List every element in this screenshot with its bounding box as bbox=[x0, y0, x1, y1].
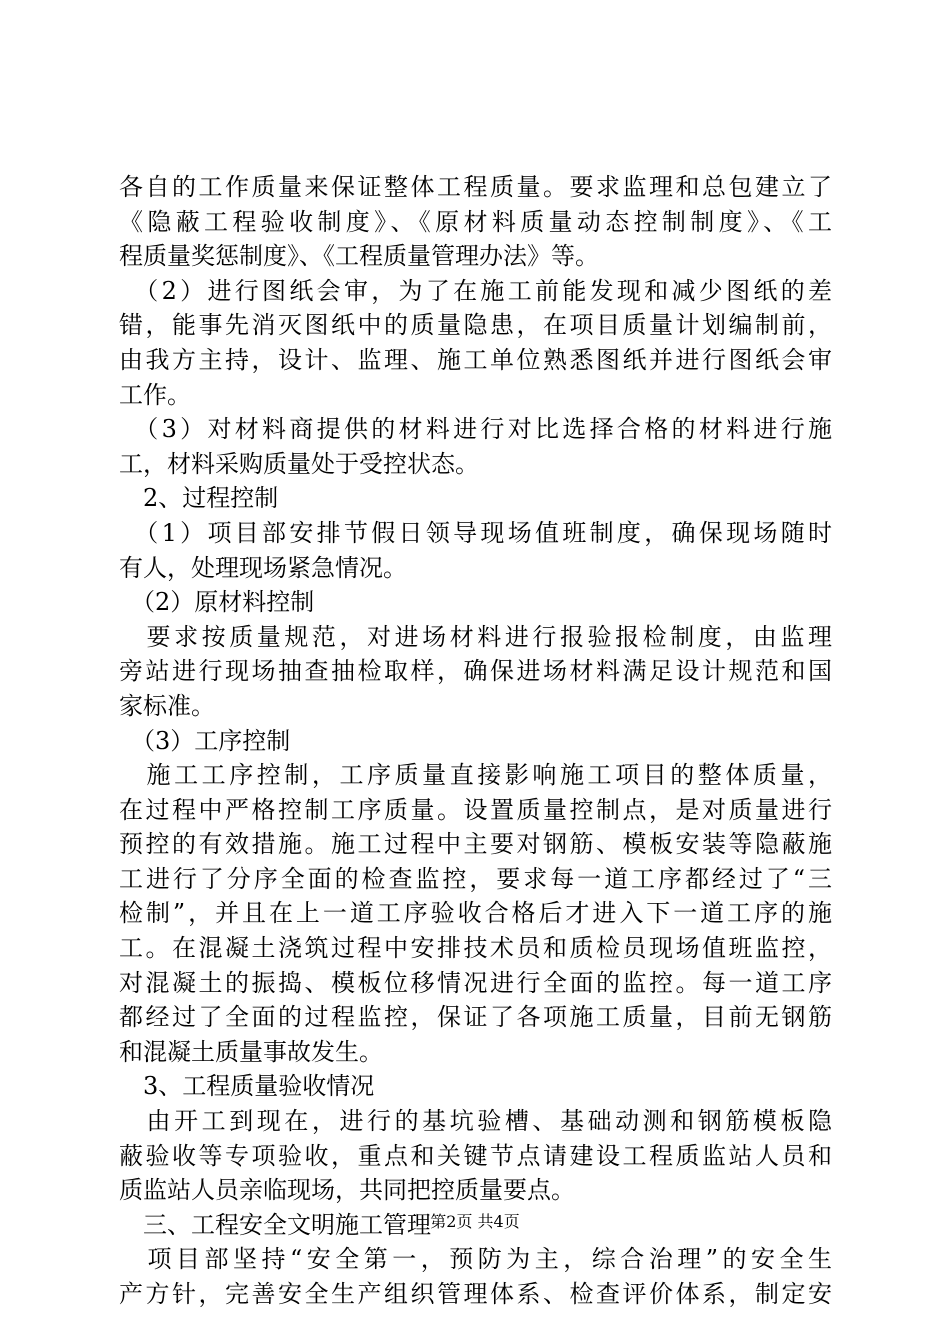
text-line: 都经过了全面的过程监控，保证了各项施工质量，目前无钢筋 bbox=[119, 1003, 832, 1032]
text-line: 检制”，并且在上一道工序验收合格后才进入下一道工序的施 bbox=[119, 899, 832, 928]
text-line: 旁站进行现场抽查抽检取样，确保进场材料满足设计规范和国 bbox=[119, 657, 832, 686]
text-line: （1）项目部安排节假日领导现场值班制度，确保现场随时 bbox=[119, 518, 832, 547]
text-line: 工。在混凝土浇筑过程中安排技术员和质检员现场值班监控， bbox=[119, 934, 832, 963]
text-line: 2、过程控制 bbox=[119, 484, 279, 513]
text-line: 对混凝土的振捣、模板位移情况进行全面的监控。每一道工序 bbox=[119, 968, 832, 997]
body-text bbox=[119, 170, 832, 1312]
text-line: 施工工序控制，工序质量直接影响施工项目的整体质量， bbox=[119, 761, 832, 790]
text-line: 工进行了分序全面的检查监控，要求每一道工序都经过了“三 bbox=[119, 864, 832, 893]
text-line: 由我方主持，设计、监理、施工单位熟悉图纸并进行图纸会审 bbox=[119, 345, 832, 374]
text-line: （3）对材料商提供的材料进行对比选择合格的材料进行施 bbox=[119, 415, 832, 444]
text-line: 项目部坚持“安全第一，预防为主，综合治理”的安全生 bbox=[119, 1245, 832, 1274]
text-line: （3）工序控制 bbox=[119, 726, 291, 755]
text-line: 预控的有效措施。施工过程中主要对钢筋、模板安装等隐蔽施 bbox=[119, 830, 832, 859]
text-line: 程质量奖惩制度》、《工程质量管理办法》等。 bbox=[119, 242, 599, 271]
text-line: 要求按质量规范，对进场材料进行报验报检制度，由监理 bbox=[119, 622, 832, 651]
text-line: 质监站人员亲临现场，共同把控质量要点。 bbox=[119, 1176, 575, 1205]
text-line: 蔽验收等专项验收，重点和关键节点请建设工程质监站人员和 bbox=[119, 1141, 832, 1170]
page-footer: 第2页 共4页 bbox=[430, 1212, 520, 1231]
text-line: 《隐蔽工程验收制度》、《原材料质量动态控制制度》、《工 bbox=[119, 207, 832, 236]
text-line: 工，材料采购质量处于受控状态。 bbox=[119, 449, 479, 478]
text-line: 家标准。 bbox=[119, 691, 215, 720]
text-line: 和混凝土质量事故发生。 bbox=[119, 1037, 383, 1066]
text-line: 三、工程安全文明施工管理 bbox=[119, 1210, 431, 1239]
text-line: 工作。 bbox=[119, 380, 191, 409]
text-line: （2）进行图纸会审，为了在施工前能发现和减少图纸的差 bbox=[119, 276, 832, 305]
text-line: 产方针，完善安全生产组织管理体系、检查评价体系，制定安 bbox=[119, 1280, 832, 1308]
text-line: （2）原材料控制 bbox=[119, 588, 315, 617]
text-line: 3、工程质量验收情况 bbox=[119, 1072, 375, 1101]
text-line: 错，能事先消灭图纸中的质量隐患，在项目质量计划编制前， bbox=[119, 311, 832, 340]
text-line: 各自的工作质量来保证整体工程质量。要求监理和总包建立了 bbox=[119, 173, 832, 201]
text-line: 有人，处理现场紧急情况。 bbox=[119, 553, 407, 582]
text-line: 在过程中严格控制工序质量。设置质量控制点，是对质量进行 bbox=[119, 795, 832, 824]
text-line: 由开工到现在，进行的基坑验槽、基础动测和钢筋模板隐 bbox=[119, 1107, 832, 1136]
